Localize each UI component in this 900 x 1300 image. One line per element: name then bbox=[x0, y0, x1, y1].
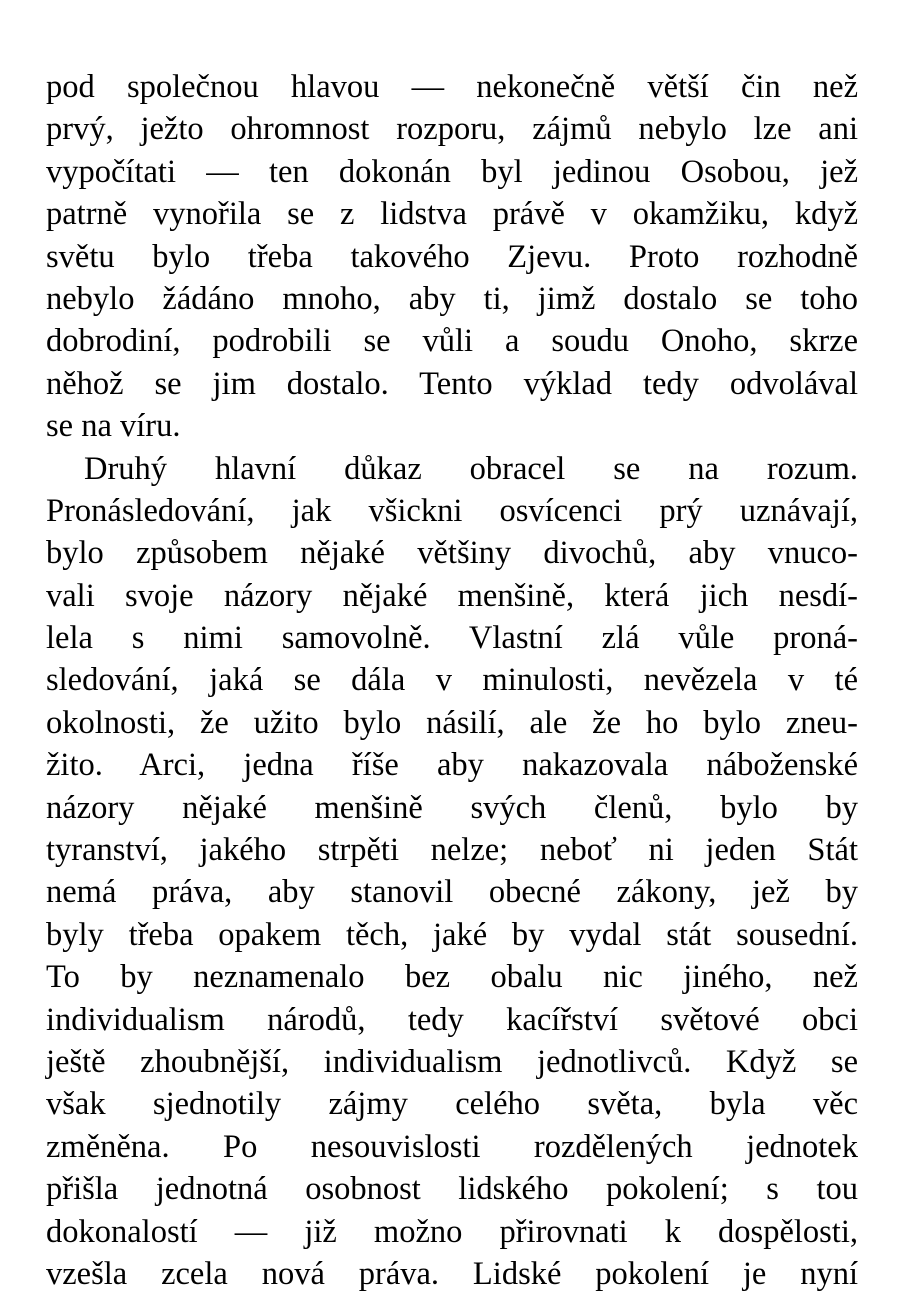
text-line: vali svoje názory nějaké menšině, která jich nesdí- bbox=[46, 577, 858, 614]
text-line: žito. Arci, jedna říše aby nakazovala náboženské bbox=[46, 747, 858, 784]
text-line: sledování, jaká se dála v minulosti, nevězela v té bbox=[46, 662, 858, 699]
document-page bbox=[46, 66, 858, 1295]
paragraph-2 bbox=[46, 448, 858, 1296]
text-line: však sjednotily zájmy celého světa, byla věc bbox=[46, 1086, 858, 1123]
text-line: změněna. Po nesouvislosti rozdělených jednotek bbox=[46, 1128, 858, 1165]
text-line: pod společnou hlavou — nekonečně větší čin než bbox=[46, 69, 858, 105]
text-line: okolnosti, že užito bylo násilí, ale že ho bylo zneu- bbox=[46, 704, 858, 741]
text-line: se na víru. bbox=[46, 408, 181, 445]
text-line: Druhý hlavní důkaz obracel se na rozum. bbox=[84, 450, 858, 487]
text-line: dobrodiní, podrobili se vůli a soudu Onoho, skrze bbox=[46, 323, 858, 360]
text-line: názory nějaké menšině svých členů, bylo by bbox=[46, 789, 858, 826]
text-line: nemá práva, aby stanovil obecné zákony, jež by bbox=[46, 874, 858, 911]
text-line: dokonalostí — již možno přirovnati k dospělosti, bbox=[46, 1213, 858, 1250]
text-line: něhož se jim dostalo. Tento výklad tedy odvolával bbox=[46, 365, 858, 402]
text-line: vypočítati — ten dokonán byl jedinou Osobou, jež bbox=[46, 153, 858, 190]
text-line: přišla jednotná osobnost lidského pokolení; s tou bbox=[46, 1171, 858, 1208]
text-line: vzešla zcela nová práva. Lidské pokolení je nyní bbox=[46, 1255, 858, 1292]
text-line: ještě zhoubnější, individualism jednotlivců. Když se bbox=[46, 1043, 858, 1080]
text-line: bylo způsobem nějaké většiny divochů, aby vnuco- bbox=[46, 535, 858, 572]
text-line: byly třeba opakem těch, jaké by vydal stát sousední. bbox=[46, 916, 858, 953]
text-line: světu bylo třeba takového Zjevu. Proto rozhodně bbox=[46, 238, 858, 275]
text-line: individualism národů, tedy kacířství světové obci bbox=[46, 1001, 858, 1038]
text-line: To by neznamenalo bez obalu nic jiného, než bbox=[46, 959, 858, 996]
text-line: lela s nimi samovolně. Vlastní zlá vůle proná- bbox=[46, 620, 858, 657]
text-line: patrně vynořila se z lidstva právě v okamžiku, když bbox=[46, 196, 858, 233]
text-line: tyranství, jakého strpěti nelze; neboť ni jeden Stát bbox=[46, 832, 858, 869]
paragraph-1 bbox=[46, 66, 858, 448]
text-line: Pronásledování, jak všickni osvícenci prý uznávají, bbox=[46, 492, 858, 529]
text-line: nebylo žádáno mnoho, aby ti, jimž dostalo se toho bbox=[46, 280, 858, 317]
text-line: prvý, ježto ohromnost rozporu, zájmů nebylo lze ani bbox=[46, 111, 858, 148]
